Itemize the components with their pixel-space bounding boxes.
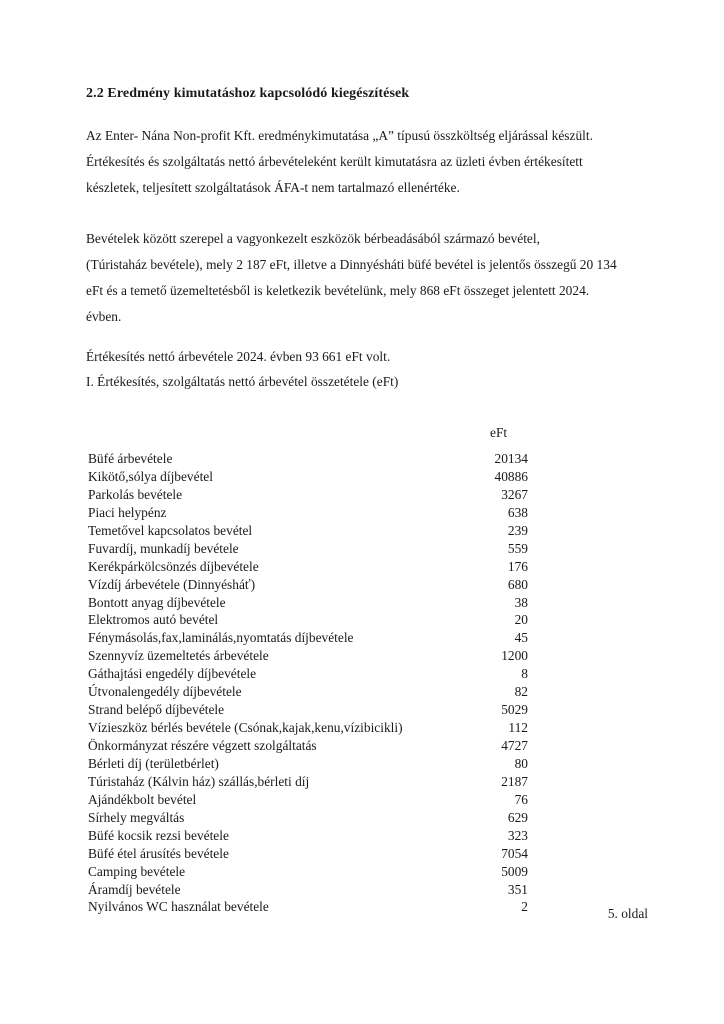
row-value: 629: [507, 809, 528, 825]
row-label: Büfé árbevétele: [88, 451, 173, 466]
row-label: Büfé étel árusítés bevétele: [88, 845, 229, 861]
paragraph-line: (Túristaház bevétele), mely 2 187 eFt, illetve a Dinnyésháti büfé bevétel is jelentős összegű 20 134: [86, 257, 617, 272]
row-label: Vízieszköz bérlés bevétele (Csónak,kajak,kenu,vízibicikli): [88, 720, 403, 736]
paragraph-line: Az Enter- Nána Non-profit Kft. eredménykimutatása „A” típusú összköltség eljárással készült.: [86, 128, 593, 143]
row-value: 40886: [494, 468, 528, 484]
row-value: 1200: [501, 648, 528, 664]
paragraph-revenues: [86, 226, 646, 330]
table-row: [88, 647, 528, 665]
row-value: 3267: [501, 486, 528, 502]
table-row: [88, 486, 528, 504]
table-row: [88, 773, 528, 791]
table-row: [88, 468, 528, 486]
row-label: Strand belépő díjbevétele: [88, 702, 225, 718]
row-label: Piaci helypénz: [88, 504, 167, 520]
table-row: [88, 809, 528, 827]
paragraph-line: évben.: [86, 309, 122, 324]
row-value: 4727: [501, 738, 528, 753]
row-value: 45: [514, 630, 528, 646]
row-label: Vízdíj árbevétele (Dinnyésháť): [88, 576, 256, 592]
table-row: [88, 594, 528, 612]
revenue-table: [88, 450, 528, 916]
table-row: [88, 522, 528, 540]
table-row: [88, 863, 528, 881]
row-value: 20134: [494, 451, 528, 466]
table-row: [88, 540, 528, 558]
row-value: 20: [514, 612, 528, 628]
row-value: 239: [507, 522, 528, 538]
row-value: 2187: [501, 773, 528, 789]
row-label: Büfé kocsik rezsi bevétele: [88, 827, 229, 843]
row-value: 80: [514, 755, 528, 771]
unit-column-header: eFt: [490, 425, 508, 440]
sales-total-text: Értékesítés nettó árbevétele 2024. évben 93 661 eFt volt.: [86, 349, 391, 364]
table-row: [88, 719, 528, 737]
table-row: [88, 629, 528, 647]
table-row: [88, 504, 528, 522]
table-row: [88, 665, 528, 683]
row-label: Áramdíj bevétele: [88, 881, 181, 897]
row-label: Kikötő,sólya díjbevétel: [88, 468, 213, 484]
row-value: 680: [507, 576, 528, 592]
row-label: Ajándékbolt bevétel: [88, 791, 197, 807]
row-label: Bérleti díj (területbérlet): [88, 755, 219, 771]
row-value: 323: [507, 827, 528, 843]
paragraph-line: készletek, teljesített szolgáltatások ÁFA-t nem tartalmazó ellenértéke.: [86, 180, 460, 195]
paragraph-line: Értékesítés és szolgáltatás nettó árbevételeként került kimutatásra az üzleti évben értékesített: [86, 154, 583, 169]
table-title: I. Értékesítés, szolgáltatás nettó árbevétel összetétele (eFt): [86, 374, 399, 389]
row-label: Kerékpárkölcsönzés díjbevétele: [88, 558, 259, 574]
row-label: Elektromos autó bevétel: [88, 612, 219, 628]
table-row: [88, 845, 528, 863]
section-title: 2.2 Eredmény kimutatáshoz kapcsolódó kiegészítések: [86, 86, 410, 101]
table-row: [88, 701, 528, 719]
paragraph-line: eFt és a temető üzemeltetésből is keletkezik bevételünk, mely 868 eFt összeget jelentett 2024.: [86, 283, 590, 298]
row-label: Útvonalengedély díjbevétele: [88, 684, 242, 700]
table-row: [88, 827, 528, 845]
table-row: [88, 791, 528, 809]
row-label: Túristaház (Kálvin ház) szállás,bérleti díj: [88, 773, 310, 789]
row-value: 2: [521, 899, 528, 915]
row-value: 8: [521, 666, 528, 682]
row-label: Önkormányzat részére végzett szolgáltatás: [88, 738, 317, 753]
row-value: 176: [507, 558, 528, 574]
row-value: 351: [507, 881, 528, 897]
row-label: Fuvardíj, munkadíj bevétele: [88, 540, 239, 556]
row-value: 5009: [501, 863, 528, 879]
row-value: 38: [514, 594, 528, 610]
page-number: 5. oldal: [607, 906, 648, 921]
row-label: Gáthajtási engedély díjbevétele: [88, 666, 257, 682]
row-value: 76: [514, 791, 528, 807]
table-row: [88, 737, 528, 755]
row-value: 112: [508, 720, 528, 736]
table-row: [88, 558, 528, 576]
paragraph-method: [86, 123, 646, 201]
row-value: 7054: [501, 845, 528, 861]
table-row: [88, 576, 528, 594]
row-label: Parkolás bevétele: [88, 486, 183, 502]
table-row: [88, 881, 528, 899]
row-label: Temetővel kapcsolatos bevétel: [88, 522, 253, 538]
row-value: 638: [507, 504, 528, 520]
row-value: 82: [514, 684, 528, 700]
table-row: [88, 755, 528, 773]
paragraph-line: Bevételek között szerepel a vagyonkezelt eszközök bérbeadásából származó bevétel,: [86, 231, 540, 246]
row-label: Bontott anyag díjbevétele: [88, 594, 226, 610]
row-label: Nyilvános WC használat bevétele: [88, 899, 269, 915]
table-row: [88, 450, 528, 468]
row-label: Sírhely megváltás: [88, 809, 185, 825]
table-row: [88, 898, 528, 916]
row-value: 559: [507, 540, 528, 556]
table-row: [88, 611, 528, 629]
row-label: Fénymásolás,fax,laminálás,nyomtatás díjbevétele: [88, 630, 354, 646]
table-row: [88, 683, 528, 701]
row-label: Szennyvíz üzemeltetés árbevétele: [88, 648, 269, 664]
row-value: 5029: [501, 702, 528, 718]
row-label: Camping bevétele: [88, 863, 186, 879]
